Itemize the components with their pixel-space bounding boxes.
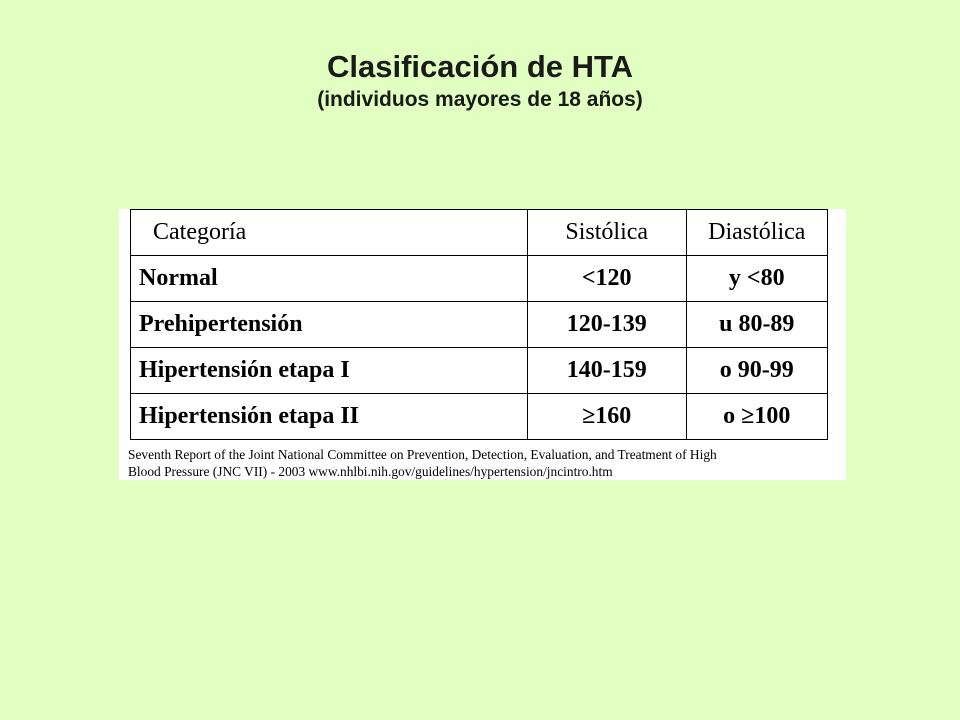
title-block [0, 48, 960, 114]
header-categoria: Categoría [131, 210, 528, 256]
table-header-row [131, 210, 828, 256]
source-line-1: Seventh Report of the Joint National Committee on Prevention, Detection, Evaluation, and Treatment of High [128, 447, 717, 462]
cell-categoria: Hipertensión etapa II [131, 394, 528, 440]
hta-classification-table [130, 209, 828, 440]
cell-sistolica: ≥160 [527, 394, 686, 440]
page-subtitle: (individuos mayores de 18 años) [317, 88, 643, 111]
table-row [131, 394, 828, 440]
cell-diastolica: o ≥100 [686, 394, 827, 440]
table-row [131, 302, 828, 348]
table-row [131, 256, 828, 302]
cell-diastolica: y <80 [686, 256, 827, 302]
table-panel [119, 209, 846, 480]
cell-sistolica: 120-139 [527, 302, 686, 348]
header-sistolica: Sistólica [527, 210, 686, 256]
cell-categoria: Normal [131, 256, 528, 302]
source-citation [128, 446, 843, 480]
cell-sistolica: <120 [527, 256, 686, 302]
cell-categoria: Prehipertensión [131, 302, 528, 348]
page-title: Clasificación de HTA [326, 49, 634, 84]
header-diastolica: Diastólica [686, 210, 827, 256]
cell-sistolica: 140-159 [527, 348, 686, 394]
table-row [131, 348, 828, 394]
cell-diastolica: u 80-89 [686, 302, 827, 348]
source-line-2: Blood Pressure (JNC VII) - 2003 www.nhlbi.nih.gov/guidelines/hypertension/jncintro.htm [128, 464, 613, 479]
cell-diastolica: o 90-99 [686, 348, 827, 394]
cell-categoria: Hipertensión etapa I [131, 348, 528, 394]
